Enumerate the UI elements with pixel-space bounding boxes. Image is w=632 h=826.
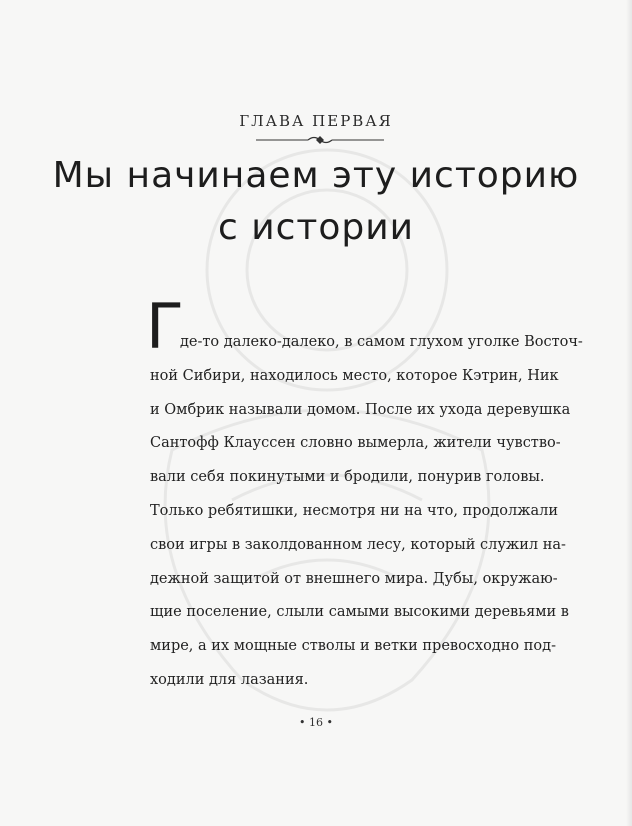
text-line: ной Сибири, находилось место, которое Кэтрин, Ник	[150, 367, 559, 384]
chapter-title	[0, 150, 632, 254]
text-line: дежной защитой от внешнего мира. Дубы, окружаю-	[150, 570, 558, 587]
chapter-title-line-1: Мы начинаем эту историю	[52, 155, 580, 196]
text-line: Только ребятишки, несмотря ни на что, продолжали	[150, 502, 559, 519]
text-line: щие поселение, слыли самыми высокими деревьями в	[150, 604, 569, 621]
text-line: де-то далеко-далеко, в самом глухом уголке Восточ-	[180, 334, 583, 350]
text-line: мире, а их мощные стволы и ветки превосходно под-	[150, 638, 556, 655]
text-line: свои игры в заколдованном лесу, который служил на-	[150, 536, 566, 553]
page-number: • 16 •	[299, 716, 333, 729]
text-line: ходили для лазания.	[150, 671, 309, 688]
flourish-divider-icon	[256, 134, 384, 146]
chapter-title-line-2: с истории	[217, 207, 415, 248]
text-line: и Омбрик называли домом. После их ухода деревушка	[150, 401, 571, 418]
body-paragraph	[150, 332, 583, 704]
drop-cap: Г	[146, 290, 184, 363]
text-line: вали себя покинутыми и бродили, понурив головы.	[150, 469, 545, 486]
text-line: Сантофф Клауссен словно вымерла, жители чувство-	[150, 435, 561, 452]
chapter-label: ГЛАВА ПЕРВАЯ	[239, 112, 393, 130]
